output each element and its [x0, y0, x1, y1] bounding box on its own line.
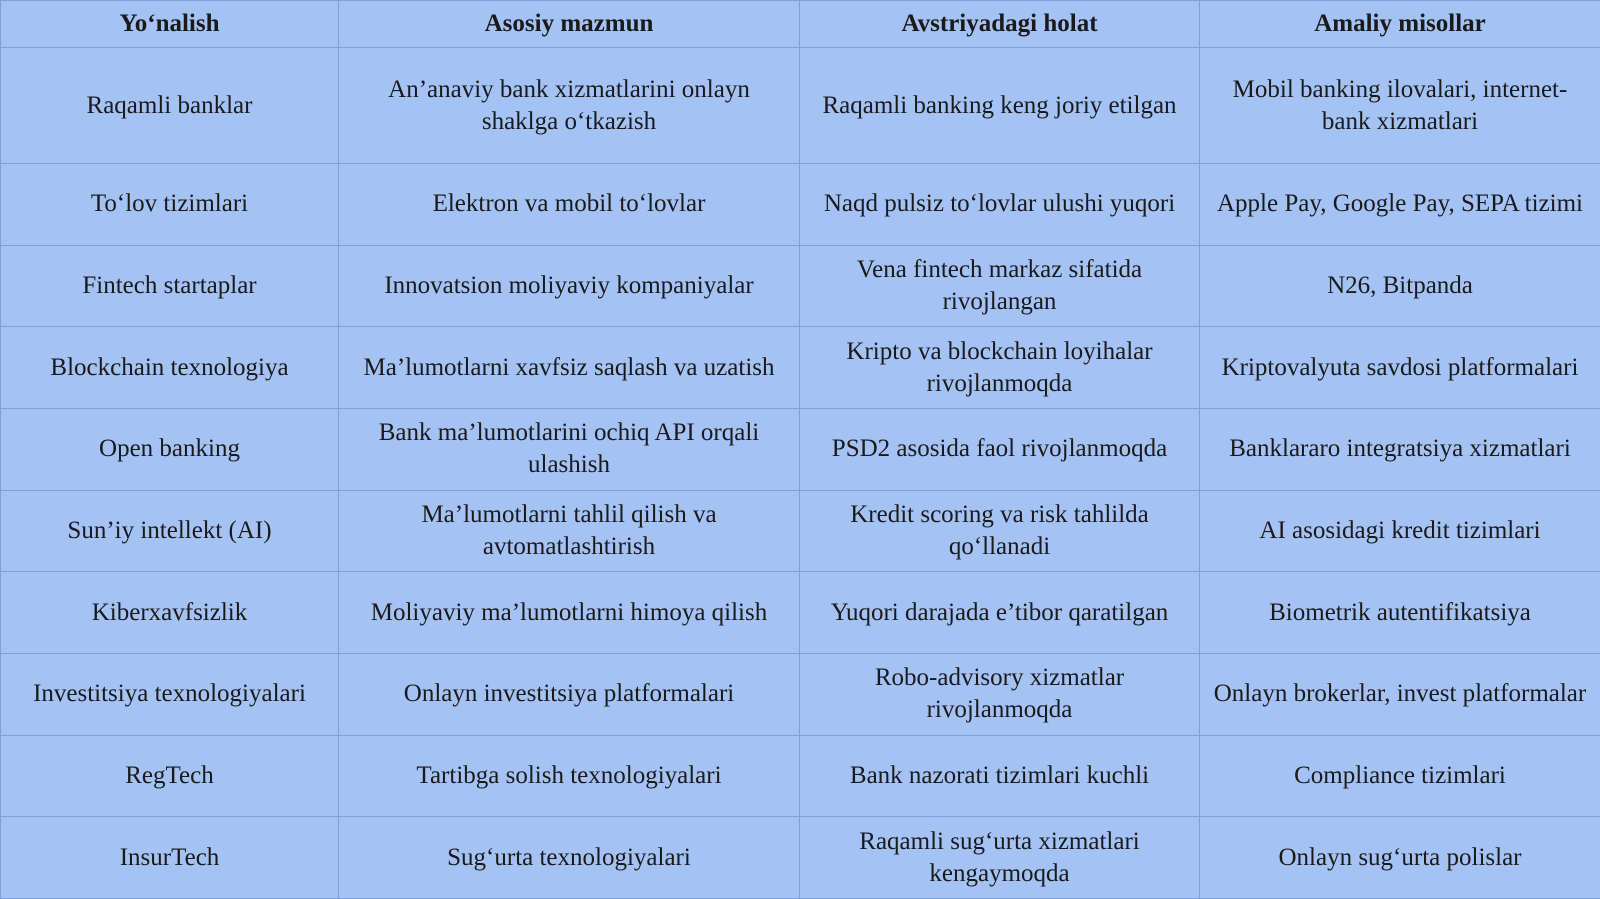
table-row: [1, 245, 1600, 327]
table-cell: Onlayn brokerlar, invest platformalar: [1200, 654, 1600, 736]
table-cell: Kriptovalyuta savdosi platformalari: [1200, 327, 1600, 409]
table-cell: Open banking: [1, 409, 339, 491]
table-cell: Compliance tizimlari: [1200, 735, 1600, 817]
table-cell: N26, Bitpanda: [1200, 245, 1600, 327]
table-cell: Sug‘urta texnologiyalari: [339, 817, 800, 899]
table-cell: An’anaviy bank xizmatlarini onlayn shaklga o‘tkazish: [339, 48, 800, 164]
table-cell: Elektron va mobil to‘lovlar: [339, 164, 800, 246]
table-cell: InsurTech: [1, 817, 339, 899]
table-cell: Kiberxavfsizlik: [1, 572, 339, 654]
table-cell: Naqd pulsiz to‘lovlar ulushi yuqori: [800, 164, 1200, 246]
header-amaliy-misollar: Amaliy misollar: [1200, 1, 1600, 48]
header-avstriyadagi-holat: Avstriyadagi holat: [800, 1, 1200, 48]
table-cell: PSD2 asosida faol rivojlanmoqda: [800, 409, 1200, 491]
table-cell: Blockchain texnologiya: [1, 327, 339, 409]
table-cell: Ma’lumotlarni xavfsiz saqlash va uzatish: [339, 327, 800, 409]
table-cell: Raqamli banklar: [1, 48, 339, 164]
table-cell: Yuqori darajada e’tibor qaratilgan: [800, 572, 1200, 654]
table-cell: Kripto va blockchain loyihalar rivojlanmoqda: [800, 327, 1200, 409]
table-cell: Tartibga solish texnologiyalari: [339, 735, 800, 817]
table-cell: Apple Pay, Google Pay, SEPA tizimi: [1200, 164, 1600, 246]
table-cell: Vena fintech markaz sifatida rivojlangan: [800, 245, 1200, 327]
table-row: [1, 327, 1600, 409]
table-cell: Investitsiya texnologiyalari: [1, 654, 339, 736]
table-row: [1, 490, 1600, 572]
table-cell: Onlayn investitsiya platformalari: [339, 654, 800, 736]
table-cell: Bank ma’lumotlarini ochiq API orqali ulashish: [339, 409, 800, 491]
table-row: [1, 735, 1600, 817]
table-cell: Ma’lumotlarni tahlil qilish va avtomatlashtirish: [339, 490, 800, 572]
table-cell: Banklararo integratsiya xizmatlari: [1200, 409, 1600, 491]
table-row: [1, 817, 1600, 899]
header-row: [1, 1, 1600, 48]
table-cell: Bank nazorati tizimlari kuchli: [800, 735, 1200, 817]
table-cell: Fintech startaplar: [1, 245, 339, 327]
table-row: [1, 654, 1600, 736]
table-cell: Onlayn sug‘urta polislar: [1200, 817, 1600, 899]
table-cell: Kredit scoring va risk tahlilda qo‘llanadi: [800, 490, 1200, 572]
header-yonalish: Yo‘nalish: [1, 1, 339, 48]
table-row: [1, 164, 1600, 246]
table-cell: Biometrik autentifikatsiya: [1200, 572, 1600, 654]
table-cell: Sun’iy intellekt (AI): [1, 490, 339, 572]
table-row: [1, 409, 1600, 491]
header-asosiy-mazmun: Asosiy mazmun: [339, 1, 800, 48]
table-cell: Moliyaviy ma’lumotlarni himoya qilish: [339, 572, 800, 654]
table-cell: To‘lov tizimlari: [1, 164, 339, 246]
table-cell: Mobil banking ilovalari, internet-bank xizmatlari: [1200, 48, 1600, 164]
table-cell: Innovatsion moliyaviy kompaniyalar: [339, 245, 800, 327]
table-cell: Robo-advisory xizmatlar rivojlanmoqda: [800, 654, 1200, 736]
table-cell: Raqamli sug‘urta xizmatlari kengaymoqda: [800, 817, 1200, 899]
table-cell: RegTech: [1, 735, 339, 817]
table-cell: Raqamli banking keng joriy etilgan: [800, 48, 1200, 164]
table-row: [1, 48, 1600, 164]
table-row: [1, 572, 1600, 654]
table-cell: AI asosidagi kredit tizimlari: [1200, 490, 1600, 572]
